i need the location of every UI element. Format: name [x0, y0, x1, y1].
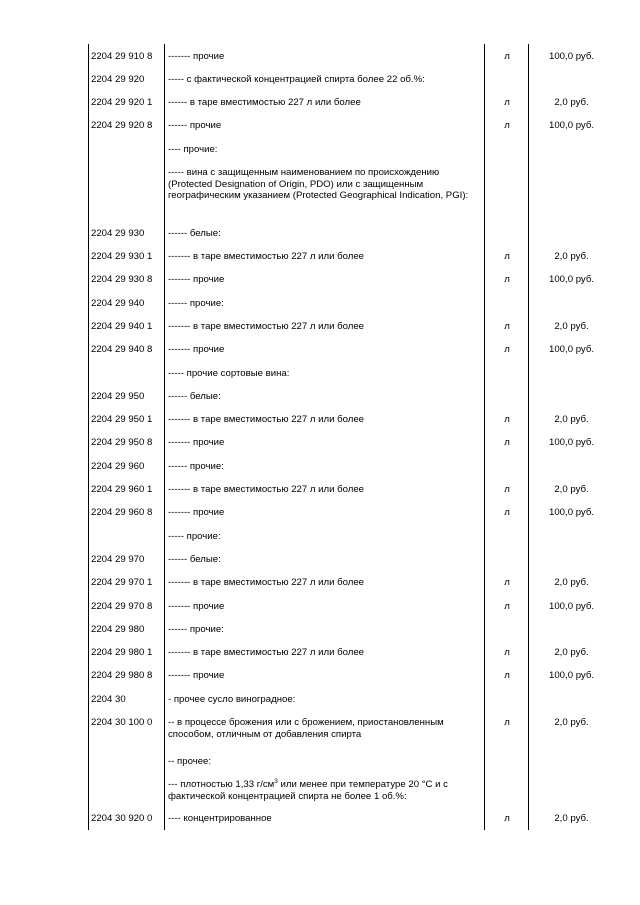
tariff-code: 2204 30	[91, 694, 126, 705]
tariff-code: 2204 29 920	[91, 74, 145, 85]
product-description: - прочее сусло виноградное:	[168, 694, 296, 705]
product-description: ---- прочие:	[168, 144, 218, 155]
tariff-code: 2204 29 910 8	[91, 51, 153, 62]
tariff-code: 2204 29 960 8	[91, 507, 153, 518]
tariff-code: 2204 29 980 1	[91, 647, 153, 658]
unit-of-measure: л	[504, 577, 510, 588]
duty-rate: 2,0 руб.	[554, 484, 589, 495]
duty-rate: 100,0 руб.	[549, 601, 594, 612]
tariff-code: 2204 29 960	[91, 461, 145, 472]
product-description: ------- в таре вместимостью 227 л или более	[168, 577, 365, 588]
description-text: --- плотностью 1,33 г/см	[168, 779, 275, 790]
duty-rate: 100,0 руб.	[549, 120, 594, 131]
tariff-code: 2204 29 930 1	[91, 251, 153, 262]
description-text-continued: или менее при температуре 20 °С и с фактической концентрацией спирта не более 1 об.%:	[168, 779, 448, 802]
unit-of-measure: л	[504, 51, 510, 62]
product-description: ------- прочие	[168, 344, 225, 355]
product-description: ------- прочие	[168, 51, 225, 62]
unit-of-measure: л	[504, 717, 510, 728]
product-description: ----- с фактической концентрацией спирта более 22 об.%:	[168, 74, 425, 85]
product-description: ------- прочие	[168, 670, 225, 681]
product-description: ----- вина с защищенным наименованием по происхождению (Protected Designation of Origin, PDO) или с защищенным географическим указанием (Protected Geographical Indication, PGI):	[168, 167, 469, 202]
duty-rate: 100,0 руб.	[549, 670, 594, 681]
duty-rate: 2,0 руб.	[554, 414, 589, 425]
duty-rate: 2,0 руб.	[554, 813, 589, 824]
product-description: -- в процессе брожения или с брожением, приостановленным способом, отличным от добавления спирта	[168, 717, 444, 740]
duty-rate: 100,0 руб.	[549, 51, 594, 62]
product-description: ------- прочие	[168, 601, 225, 612]
description-superscript: 3	[274, 777, 278, 785]
duty-rate: 2,0 руб.	[554, 717, 589, 728]
column-divider-description	[484, 44, 485, 830]
tariff-code: 2204 29 980	[91, 624, 145, 635]
duty-rate: 100,0 руб.	[549, 274, 594, 285]
duty-rate: 2,0 руб.	[554, 577, 589, 588]
product-description: ------- прочие	[168, 274, 225, 285]
tariff-code: 2204 30 920 0	[91, 813, 153, 824]
unit-of-measure: л	[504, 321, 510, 332]
unit-of-measure: л	[504, 414, 510, 425]
unit-of-measure: л	[504, 484, 510, 495]
unit-of-measure: л	[504, 647, 510, 658]
tariff-code: 2204 29 920 1	[91, 97, 153, 108]
product-description: -- прочее:	[168, 756, 212, 767]
product-description: ------ в таре вместимостью 227 л или более	[168, 97, 361, 108]
tariff-code: 2204 29 930	[91, 228, 145, 239]
duty-rate: 2,0 руб.	[554, 647, 589, 658]
unit-of-measure: л	[504, 274, 510, 285]
product-description: ------- прочие	[168, 437, 225, 448]
tariff-code: 2204 29 940	[91, 298, 145, 309]
unit-of-measure: л	[504, 601, 510, 612]
product-description: ------ белые:	[168, 554, 221, 565]
unit-of-measure: л	[504, 251, 510, 262]
product-description: ------- в таре вместимостью 227 л или более	[168, 414, 365, 425]
unit-of-measure: л	[504, 120, 510, 131]
product-description: ----- прочие сортовые вина:	[168, 368, 290, 379]
tariff-code: 2204 29 940 8	[91, 344, 153, 355]
tariff-code: 2204 29 920 8	[91, 120, 153, 131]
unit-of-measure: л	[504, 97, 510, 108]
tariff-code: 2204 29 960 1	[91, 484, 153, 495]
tariff-code: 2204 29 980 8	[91, 670, 153, 681]
product-description: ----- прочие:	[168, 531, 221, 542]
duty-rate: 2,0 руб.	[554, 97, 589, 108]
product-description: ------ прочие:	[168, 624, 224, 635]
product-description: ------- в таре вместимостью 227 л или более	[168, 321, 365, 332]
tariff-code: 2204 29 950	[91, 391, 145, 402]
product-description: ------ белые:	[168, 228, 221, 239]
duty-rate: 2,0 руб.	[554, 321, 589, 332]
unit-of-measure: л	[504, 437, 510, 448]
duty-rate: 2,0 руб.	[554, 251, 589, 262]
product-description: ---- концентрированное	[168, 813, 272, 824]
tariff-code: 2204 29 940 1	[91, 321, 153, 332]
product-description: ------ белые:	[168, 391, 221, 402]
unit-of-measure: л	[504, 507, 510, 518]
product-description: ------ прочие:	[168, 298, 224, 309]
product-description: ------ прочие	[168, 120, 222, 131]
tariff-code: 2204 29 950 1	[91, 414, 153, 425]
duty-rate: 100,0 руб.	[549, 437, 594, 448]
product-description: ------- в таре вместимостью 227 л или более	[168, 251, 365, 262]
duty-rate: 100,0 руб.	[549, 507, 594, 518]
product-description	[168, 779, 484, 802]
table-border-left	[88, 44, 89, 830]
product-description: ------- прочие	[168, 507, 225, 518]
tariff-code: 2204 30 100 0	[91, 717, 153, 728]
unit-of-measure: л	[504, 670, 510, 681]
column-divider-code	[164, 44, 165, 830]
duty-rate: 100,0 руб.	[549, 344, 594, 355]
column-divider-unit	[528, 44, 529, 830]
unit-of-measure: л	[504, 813, 510, 824]
unit-of-measure: л	[504, 344, 510, 355]
product-description: ------ прочие:	[168, 461, 224, 472]
product-description: ------- в таре вместимостью 227 л или более	[168, 647, 365, 658]
product-description: ------- в таре вместимостью 227 л или более	[168, 484, 365, 495]
tariff-code: 2204 29 950 8	[91, 437, 153, 448]
tariff-code: 2204 29 970	[91, 554, 145, 565]
tariff-code: 2204 29 970 8	[91, 601, 153, 612]
tariff-code: 2204 29 970 1	[91, 577, 153, 588]
tariff-code: 2204 29 930 8	[91, 274, 153, 285]
